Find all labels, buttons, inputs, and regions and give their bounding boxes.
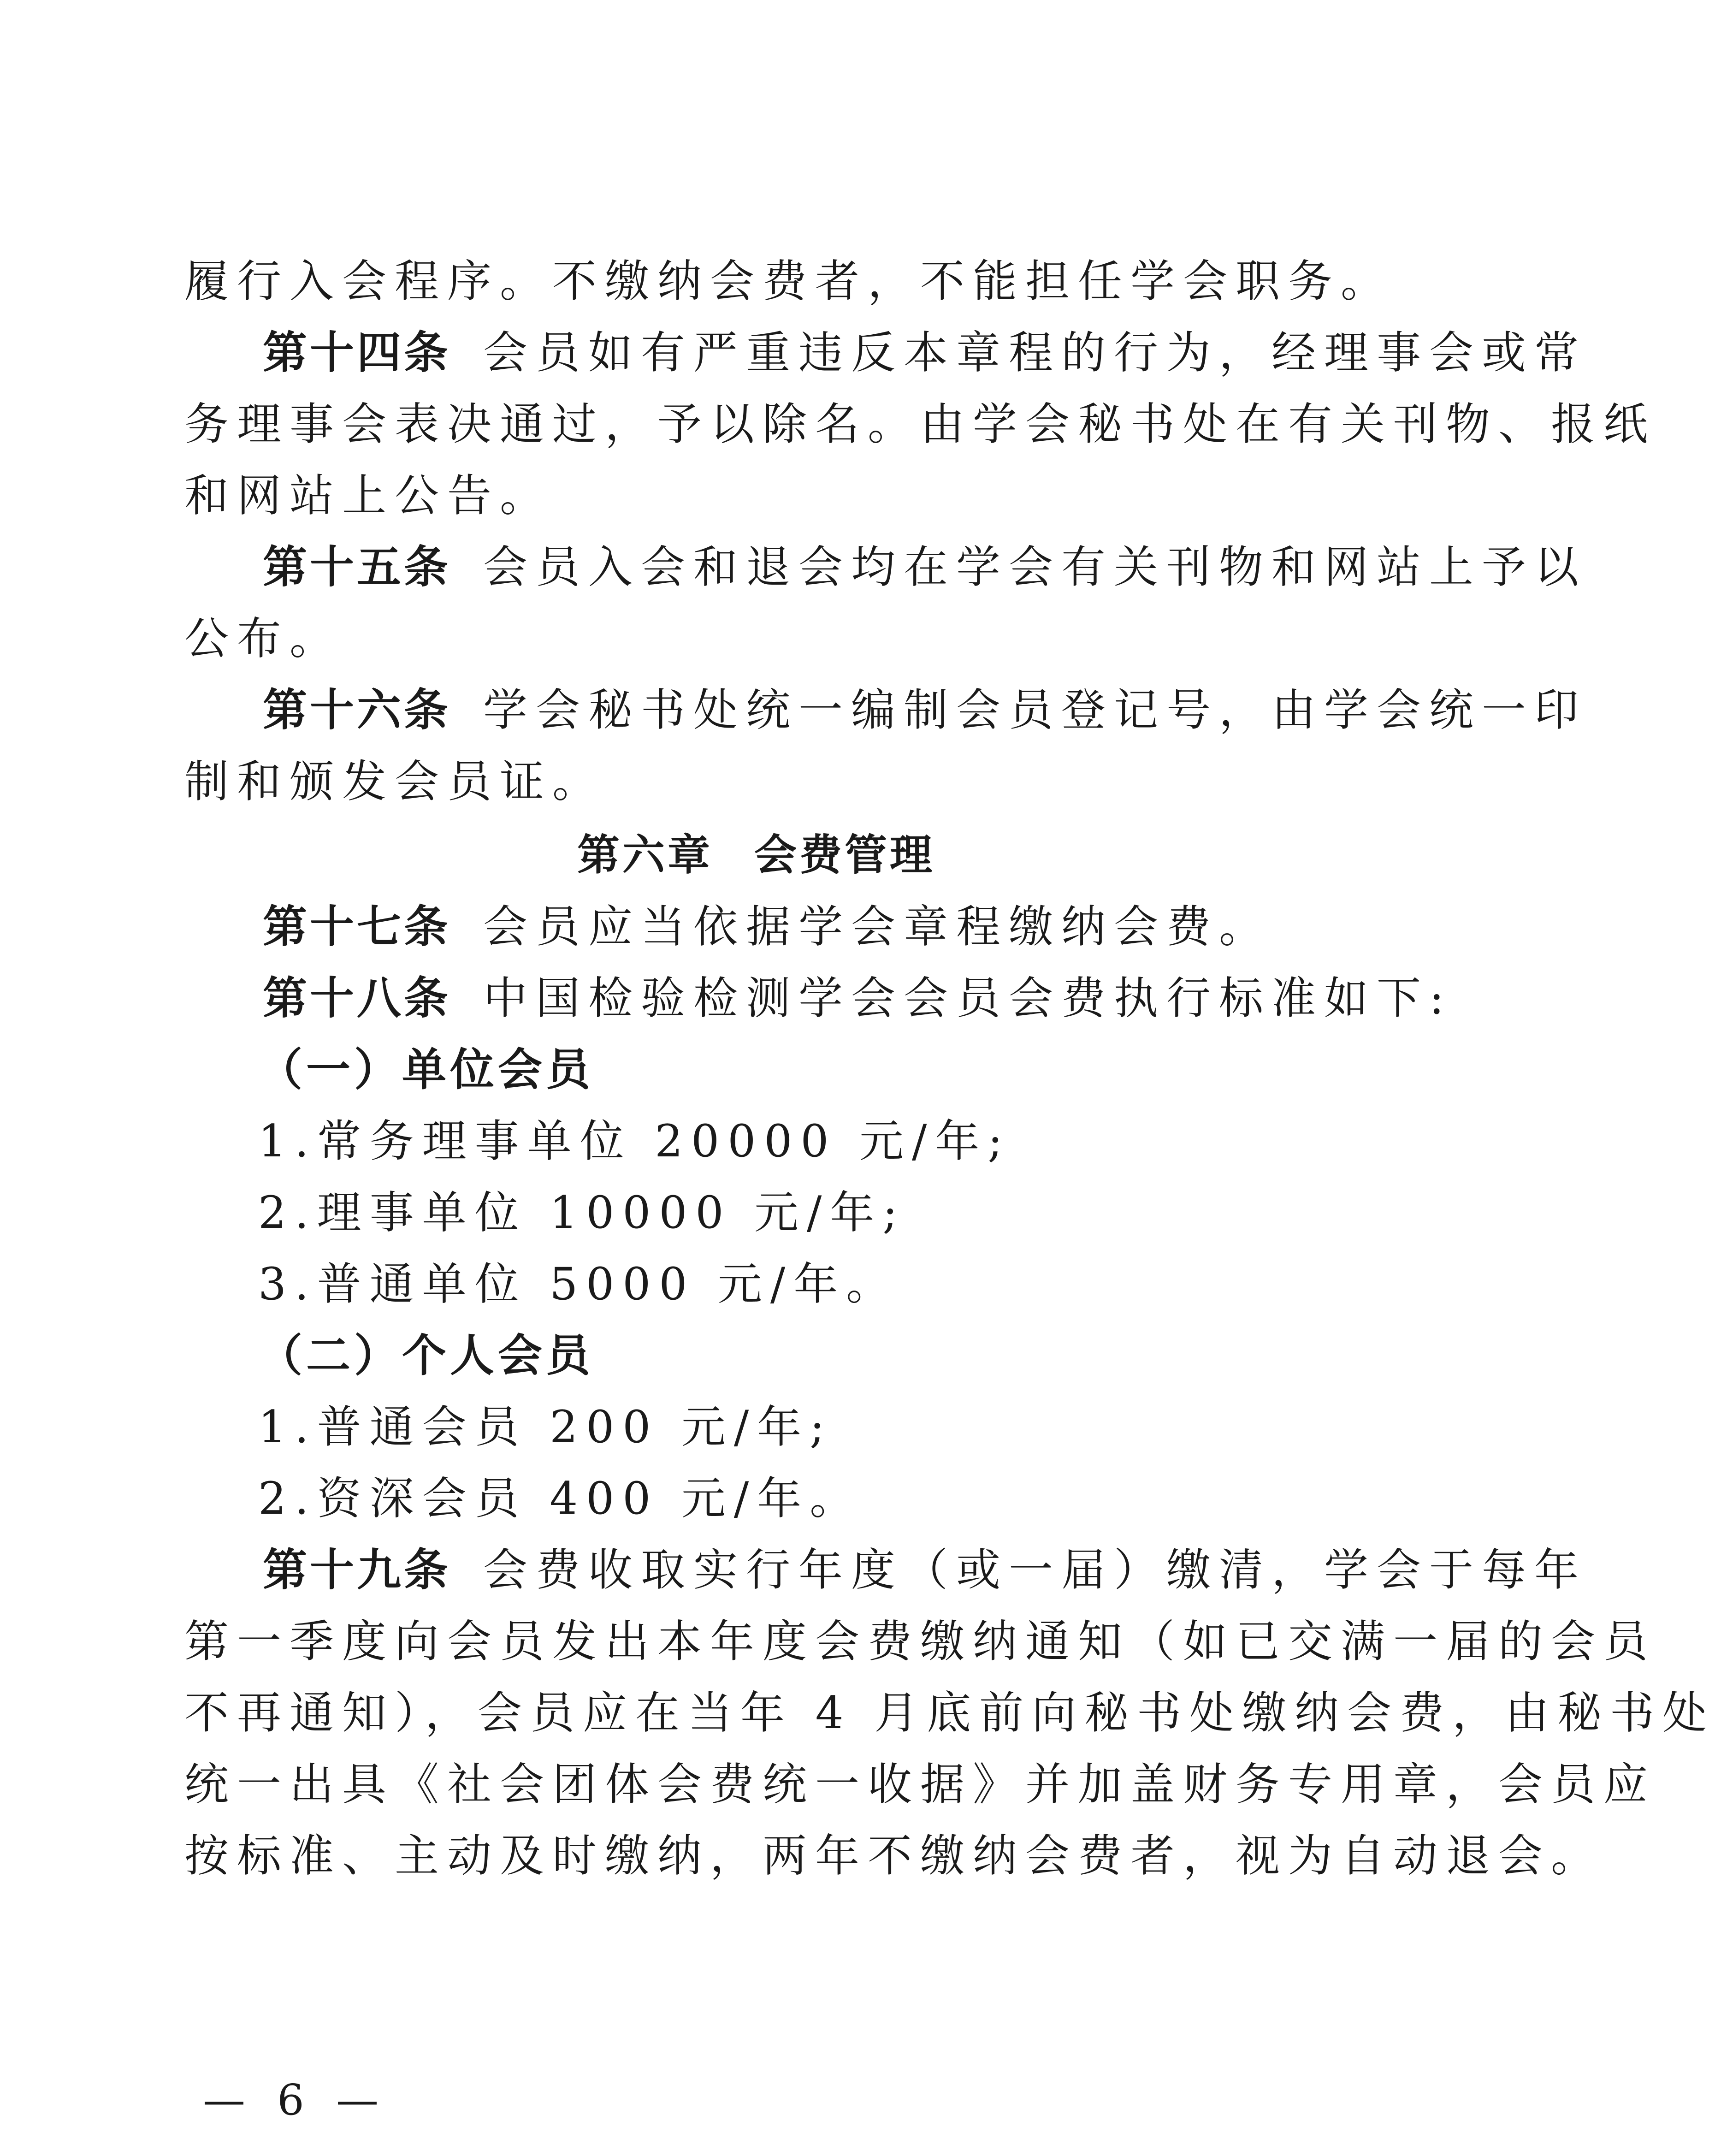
individual-members-heading: （二）个人会员 xyxy=(258,1330,594,1381)
article-17 xyxy=(263,890,1328,964)
chapter-title: 会费管理 xyxy=(754,830,935,880)
article-text: 会费收取实行年度（或一届）缴清，学会于每年 xyxy=(483,1544,1587,1596)
article-title: 第十四条 xyxy=(263,327,451,379)
article-text: 会员如有严重违反本章程的行为，经理事会或常 xyxy=(483,327,1587,379)
list-item: 2.资深会员 400 元/年。 xyxy=(258,1473,863,1524)
article-title: 第十九条 xyxy=(263,1544,451,1596)
article-text: 会员应当依据学会章程缴纳会费。 xyxy=(483,901,1271,953)
page-number: — 6 — xyxy=(203,2075,388,2125)
chapter-heading xyxy=(184,818,1328,892)
paragraph-line: 履行入会程序。不缴纳会费者，不能担任学会职务。 xyxy=(184,255,1393,307)
list-item: 1.常务理事单位 20000 元/年; xyxy=(258,1115,1011,1167)
article-text: 中国检验检测学会会员会费执行标准如下: xyxy=(483,972,1453,1024)
article-title: 第十八条 xyxy=(263,972,451,1024)
list-item: 1.普通会员 200 元/年; xyxy=(258,1401,833,1453)
article-text: 会员入会和退会均在学会有关刊物和网站上予以 xyxy=(483,541,1587,593)
paragraph-line: 第一季度向会员发出本年度会费缴纳通知（如已交满一届的会员 xyxy=(184,1616,1656,1667)
paragraph-line: 不再通知），会员应在当年 4 月底前向秘书处缴纳会费，由秘书处 xyxy=(184,1687,1715,1739)
paragraph-line: 公布。 xyxy=(184,613,342,664)
paragraph-line: 按标准、主动及时缴纳，两年不缴纳会费者，视为自动退会。 xyxy=(184,1830,1603,1882)
article-title: 第十七条 xyxy=(263,901,451,953)
chapter-number: 第六章 xyxy=(577,830,713,880)
list-item: 2.理事单位 10000 元/年; xyxy=(258,1187,906,1238)
paragraph-line: 制和颁发会员证。 xyxy=(184,756,605,807)
article-title: 第十五条 xyxy=(263,541,451,593)
article-14 xyxy=(263,316,1587,390)
article-text: 学会秘书处统一编制会员登记号，由学会统一印 xyxy=(483,684,1587,736)
list-item: 3.普通单位 5000 元/年。 xyxy=(258,1258,899,1310)
article-title: 第十六条 xyxy=(263,684,451,736)
article-19 xyxy=(263,1533,1587,1607)
unit-members-heading: （一）单位会员 xyxy=(258,1044,594,1096)
article-16 xyxy=(263,673,1587,747)
article-18 xyxy=(263,961,1453,1035)
paragraph-line: 统一出具《社会团体会费统一收据》并加盖财务专用章，会员应 xyxy=(184,1759,1656,1810)
article-15 xyxy=(263,530,1587,604)
paragraph-line: 和网站上公告。 xyxy=(184,470,552,521)
paragraph-line: 务理事会表决通过，予以除名。由学会秘书处在有关刊物、报纸 xyxy=(184,398,1656,450)
